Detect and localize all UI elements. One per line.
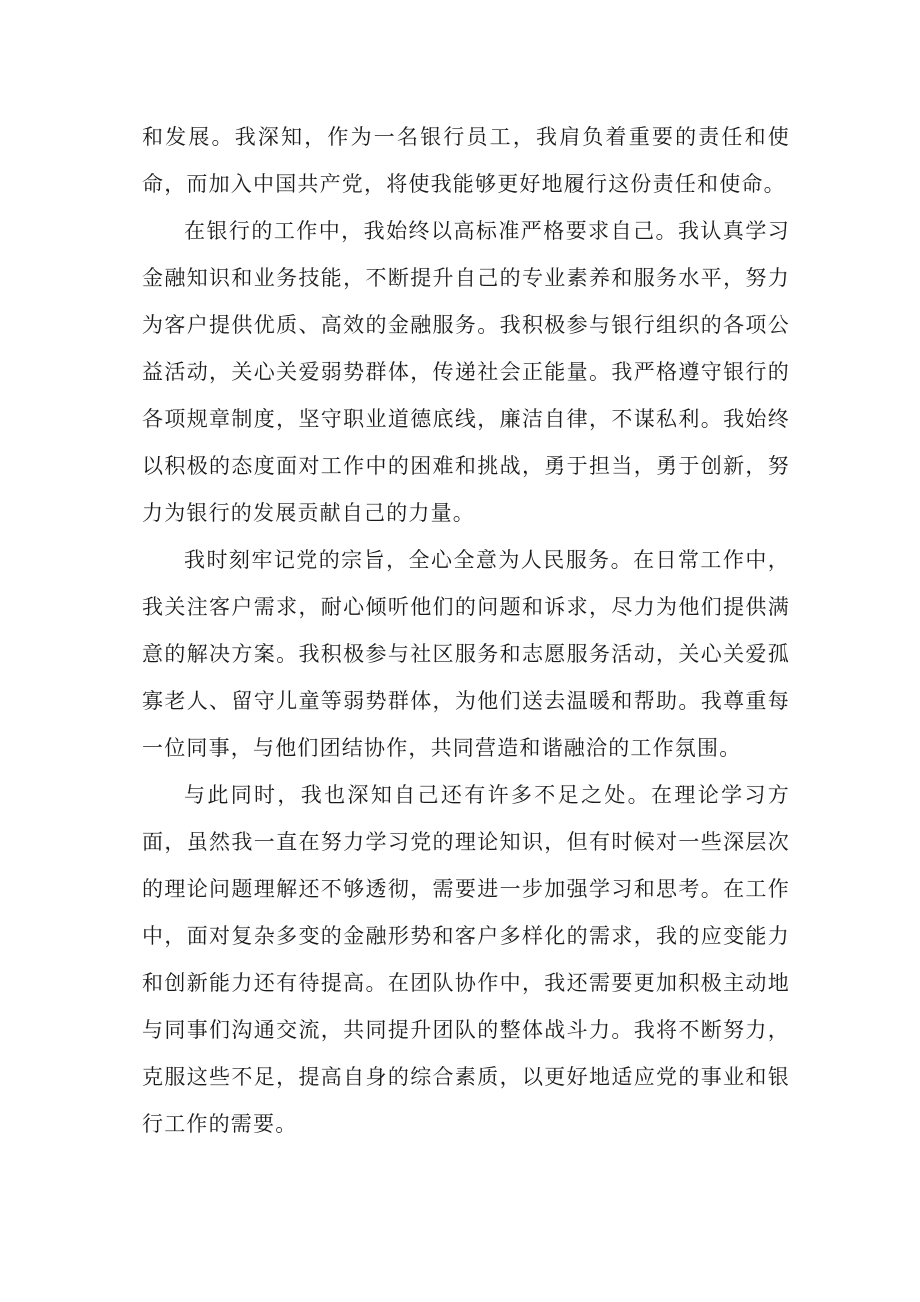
paragraph-shortcomings: 与此同时，我也深知自己还有许多不足之处。在理论学习方面，虽然我一直在努力学习党的理论知识，但有时候对一些深层次的理论问题理解还不够透彻，需要进一步加强学习和思考。在工作中，面对复杂多变的金融形势和客户多样化的需求，我的应变能力和创新能力还有待提高。在团队协作中，我还需要更加积极主动地与同事们沟通交流，共同提升团队的整体战斗力。我将不断努力，克服这些不足，提高自身的综合素质，以更好地适应党的事业和银行工作的需要。 xyxy=(142,783,790,1136)
paragraph-bank-work: 在银行的工作中，我始终以高标准严格要求自己。我认真学习金融知识和业务技能，不断提升自己的专业素养和服务水平，努力为客户提供优质、高效的金融服务。我积极参与银行组织的各项公益活动，关心关爱弱势群体，传递社会正能量。我严格遵守银行的各项规章制度，坚守职业道德底线，廉洁自律，不谋私利。我始终以积极的态度面对工作中的困难和挑战，勇于担当，勇于创新，努力为银行的发展贡献自己的力量。 xyxy=(142,219,790,525)
paragraph-continuation: 和发展。我深知，作为一名银行员工，我肩负着重要的责任和使命，而加入中国共产党，将使我能够更好地履行这份责任和使命。 xyxy=(142,125,790,196)
document-body xyxy=(142,114,790,1148)
paragraph-serve-people: 我时刻牢记党的宗旨，全心全意为人民服务。在日常工作中，我关注客户需求，耐心倾听他们的问题和诉求，尽力为他们提供满意的解决方案。我积极参与社区服务和志愿服务活动，关心关爱孤寡老人、留守儿童等弱势群体，为他们送去温暖和帮助。我尊重每一位同事，与他们团结协作，共同营造和谐融洽的工作氛围。 xyxy=(142,548,790,760)
